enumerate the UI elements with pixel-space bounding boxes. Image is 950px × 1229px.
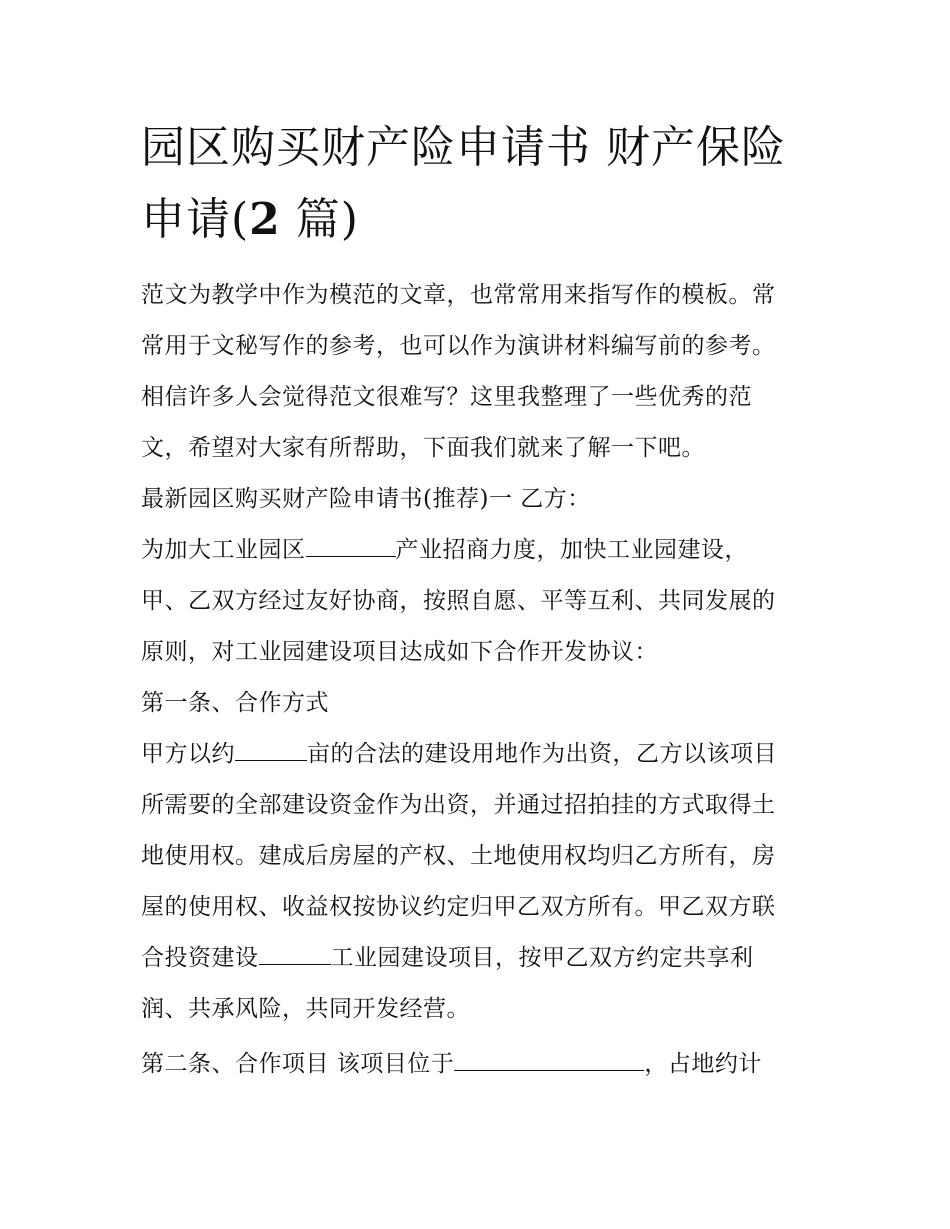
intro-line-1: 范文为教学中作为模范的文章，也常常用来指写作的模板。常	[141, 282, 776, 308]
title-count: 2	[249, 194, 281, 245]
document-title	[141, 112, 821, 256]
article1-line-3: 地使用权。建成后房屋的产权、土地使用权均归乙方所有，房	[141, 843, 776, 869]
blank-field	[235, 740, 307, 761]
article2-after: ，占地约计	[644, 1051, 762, 1077]
article1-line-5	[141, 933, 821, 984]
para1-line-3: 原则，对工业园建设项目达成如下合作开发协议：	[141, 639, 658, 665]
para1-line-1-after: 产业招商力度，加快工业园建设，	[395, 537, 748, 563]
intro-line-4: 文，希望对大家有所帮助，下面我们就来了解一下吧。	[141, 435, 705, 461]
article1-line-5-after: 工业园建设项目，按甲乙双方约定共享利	[330, 945, 754, 971]
article1-line-2: 所需要的全部建设资金作为出资，并通过招拍挂的方式取得土	[141, 792, 776, 818]
para1-line-1-before: 为加大工业园区	[141, 537, 306, 563]
blank-field	[259, 944, 331, 965]
article1-line-4: 屋的使用权、收益权按协议约定归甲乙双方所有。甲乙双方联	[141, 894, 776, 920]
article2-line-1	[141, 1039, 821, 1090]
intro-line-2: 常用于文秘写作的参考，也可以作为演讲材料编写前的参考。	[141, 333, 776, 359]
document-page	[141, 112, 821, 1090]
para1-line-1	[141, 525, 821, 576]
article1-line-1	[141, 729, 821, 780]
intro-line-3: 相信许多人会觉得范文很难写？这里我整理了一些优秀的范	[141, 384, 752, 410]
article2-before: 第二条、合作项目 该项目位于	[141, 1051, 455, 1077]
article1-heading: 第一条、合作方式	[141, 690, 329, 716]
blank-field	[454, 1050, 644, 1071]
article1-line-1-after: 亩的合法的建设用地作为出资，乙方以该项目	[307, 741, 777, 767]
article1-line-5-before: 合投资建设	[141, 945, 259, 971]
section-heading: 最新园区购买财产险申请书(推荐)一 乙方：	[141, 486, 591, 512]
title-text-part2: 篇)	[280, 194, 359, 245]
article1-line-6: 润、共承风险，共同开发经营。	[141, 996, 470, 1022]
article1-line-1-before: 甲方以约	[141, 741, 235, 767]
para1-line-2: 甲、乙双方经过友好协商，按照自愿、平等互利、共同发展的	[141, 588, 776, 614]
blank-field	[306, 536, 396, 557]
title-text-part1: 园区购买财产险申请书 财产保险申请(	[141, 122, 786, 245]
